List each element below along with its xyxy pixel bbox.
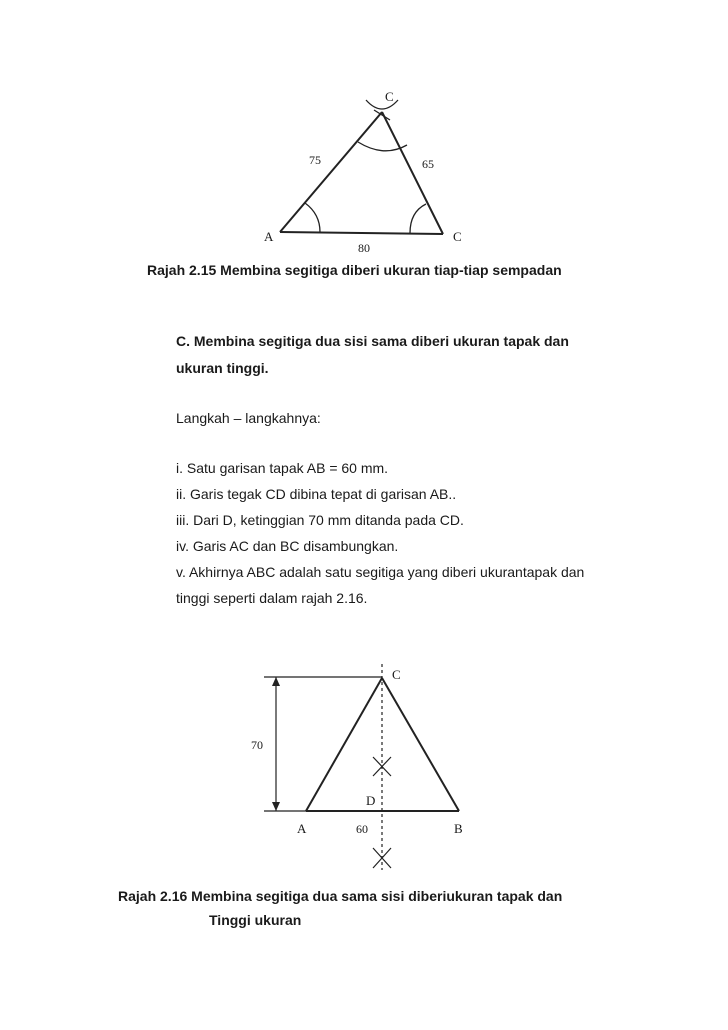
figure-2-15-caption: Rajah 2.15 Membina segitiga diberi ukuran tiap-tiap sempadan xyxy=(147,262,562,278)
height-dimension: 70 xyxy=(251,738,263,752)
step-item: i. Satu garisan tapak AB = 60 mm. xyxy=(176,460,389,476)
side-bc xyxy=(382,112,443,234)
figure-2-15-triangle xyxy=(0,0,728,260)
left-side-dimension: 75 xyxy=(309,153,321,167)
side-ac xyxy=(306,678,382,811)
step-item: iii. Dari D, ketinggian 70 mm ditanda pada CD. xyxy=(176,512,464,528)
step-item: iv. Garis AC dan BC disambungkan. xyxy=(176,538,399,554)
figure-2-16-caption-line1: Rajah 2.16 Membina segitiga dua sama sisi diberiukuran tapak dan xyxy=(118,888,563,904)
apex-label: C xyxy=(392,667,401,682)
figure-2-16-caption-line2: Tinggi ukuran xyxy=(209,912,302,928)
vertex-b-label: B xyxy=(454,821,463,836)
vertex-c-label: C xyxy=(453,229,462,244)
point-d-label: D xyxy=(366,793,376,808)
step-item: v. Akhirnya ABC adalah satu segitiga yang diberi ukurantapak dan xyxy=(176,564,585,580)
base-line xyxy=(280,232,443,234)
section-heading-line2: ukuran tinggi. xyxy=(176,360,269,376)
left-angle-arc xyxy=(305,203,320,232)
steps-title: Langkah – langkahnya: xyxy=(176,410,321,426)
figure-2-16-triangle xyxy=(0,640,728,880)
side-ac xyxy=(280,112,382,232)
step-item: ii. Garis tegak CD dibina tepat di garisan AB.. xyxy=(176,486,457,502)
vertex-a-label: A xyxy=(297,821,307,836)
vertex-a-label: A xyxy=(264,229,274,244)
step-item: tinggi seperti dalam rajah 2.16. xyxy=(176,590,368,606)
base-dimension: 60 xyxy=(356,822,368,836)
right-side-dimension: 65 xyxy=(422,157,434,171)
apex-label: C xyxy=(385,89,394,104)
side-bc xyxy=(382,678,459,811)
base-dimension: 80 xyxy=(358,241,370,255)
right-angle-arc xyxy=(410,204,426,233)
section-heading-line1: C. Membina segitiga dua sisi sama diberi ukuran tapak dan xyxy=(176,333,569,349)
